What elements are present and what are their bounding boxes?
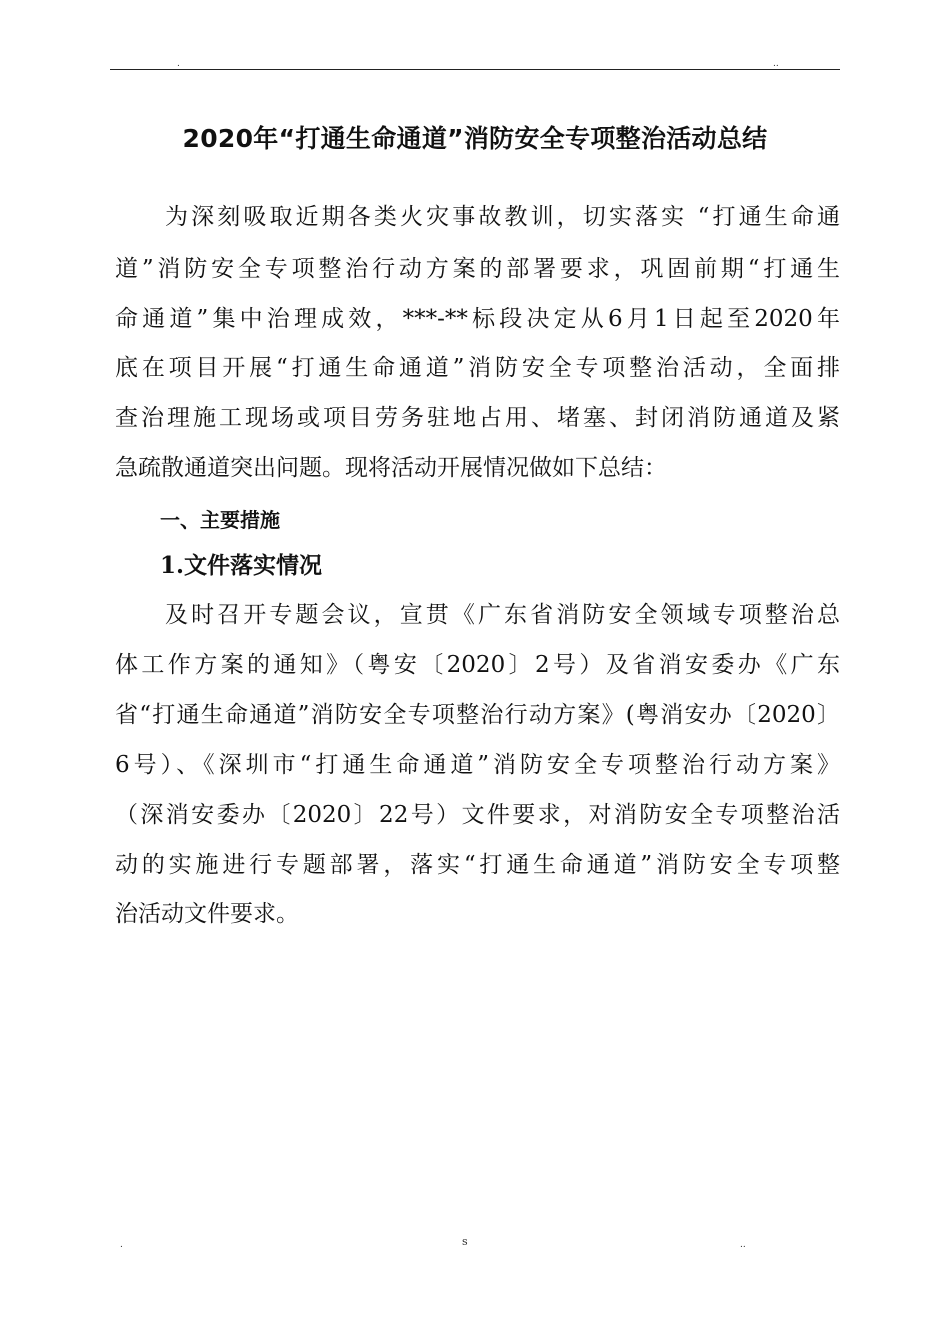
subsection-heading-document-implementation: 1.文件落实情况 — [160, 552, 323, 579]
body-line-2: 体工作方案的通知》（粤安〔2020〕2号）及省消安委办《广东 — [115, 652, 840, 678]
header-rule — [110, 69, 840, 70]
intro-line-1: 为深刻吸取近期各类火灾事故教训，切实落实 “打通生命通 — [165, 204, 840, 230]
header-left-mark: . — [177, 59, 180, 69]
intro-line-4: 底在项目开展“打通生命通道”消防安全专项整治活动，全面排 — [115, 355, 840, 381]
body-line-5: （深消安委办〔2020〕22号）文件要求，对消防安全专项整治活 — [115, 802, 840, 828]
intro-line-2: 道”消防安全专项整治行动方案的部署要求，巩固前期“打通生 — [115, 256, 840, 282]
body-line-1: 及时召开专题会议，宣贯《广东省消防安全领域专项整治总 — [165, 602, 840, 628]
body-line-6: 动的实施进行专题部署，落实“打通生命通道”消防安全专项整 — [115, 852, 840, 878]
footer-right-mark: .. — [740, 1240, 746, 1250]
page-title: 2020年“打通生命通道”消防安全专项整治活动总结 — [182, 124, 768, 153]
body-line-7: 治活动文件要求。 — [115, 901, 299, 927]
header-right-mark: .. — [773, 59, 779, 69]
footer-left-mark: . — [120, 1240, 123, 1250]
intro-line-6: 急疏散通道突出问题。现将活动开展情况做如下总结： — [115, 455, 667, 481]
intro-line-3: 命通道”集中治理成效，***-**标段决定从6月1日起至2020年 — [115, 306, 840, 332]
section-heading-main-measures: 一、主要措施 — [160, 508, 280, 532]
intro-line-5: 查治理施工现场或项目劳务驻地占用、堵塞、封闭消防通道及紧 — [115, 405, 840, 431]
body-line-3: 省“打通生命通道”消防安全专项整治行动方案》(粤消安办〔2020〕 — [115, 702, 840, 728]
body-line-4: 6号）、《深圳市“打通生命通道”消防安全专项整治行动方案》 — [115, 752, 840, 778]
footer-center-mark: s — [462, 1235, 468, 1248]
